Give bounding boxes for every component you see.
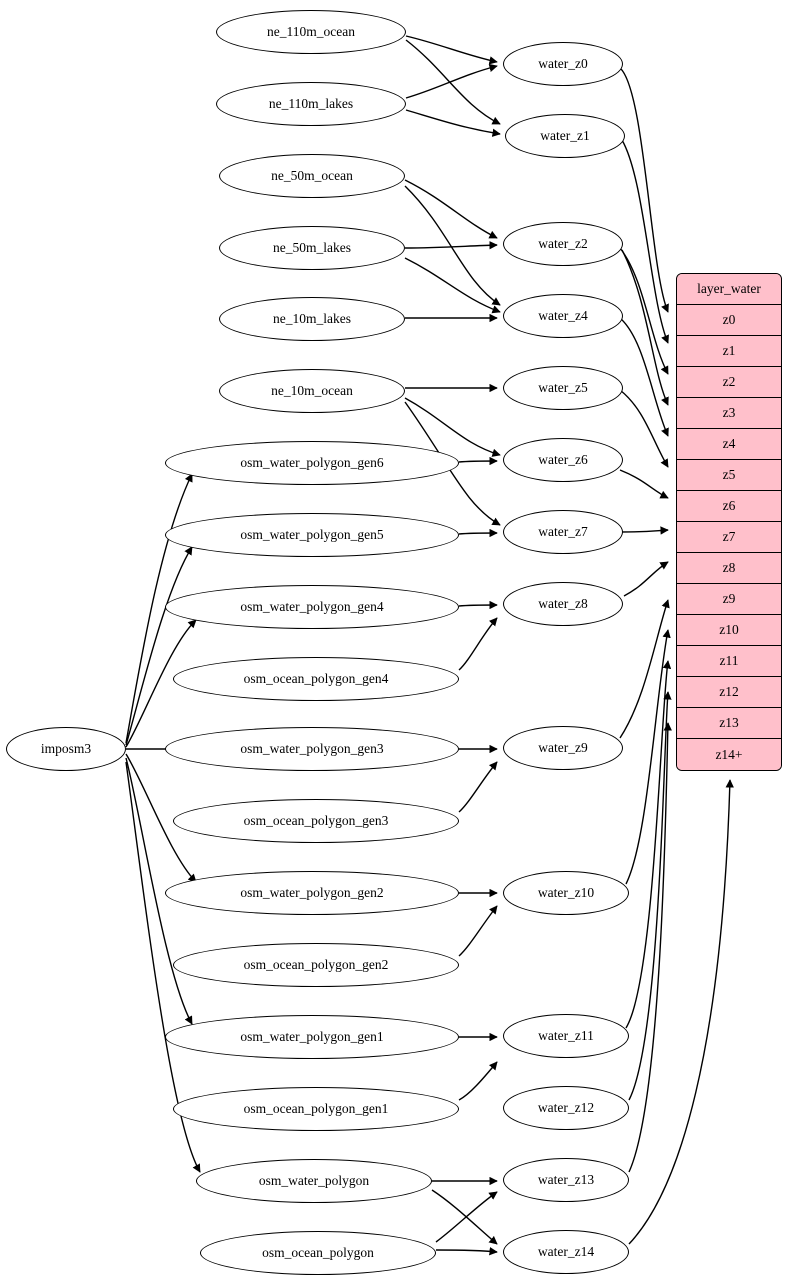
node-label: water_z1: [540, 128, 590, 143]
node-label: water_z4: [538, 308, 588, 323]
node-water-z1[interactable]: [505, 114, 625, 158]
layer-water-row-z9[interactable]: z9: [677, 584, 781, 615]
node-water-z12[interactable]: [503, 1086, 629, 1130]
node-label: water_z14: [537, 1244, 595, 1259]
node-ne-50m-ocean[interactable]: [219, 154, 405, 198]
layer-water-row-z12[interactable]: z12: [677, 677, 781, 708]
node-osm-water-polygon-gen4[interactable]: [165, 585, 459, 629]
node-label: ne_10m_ocean: [271, 383, 353, 398]
node-osm-ocean-polygon-gen2[interactable]: [173, 943, 459, 987]
layer-water-row-z2[interactable]: z2: [677, 367, 781, 398]
node-water-z7[interactable]: [503, 510, 623, 554]
node-label: osm_ocean_polygon: [262, 1245, 374, 1260]
layer-water-row-z7[interactable]: z7: [677, 522, 781, 553]
node-water-z14[interactable]: [503, 1230, 629, 1274]
node-water-z5[interactable]: [503, 366, 623, 410]
node-water-z8[interactable]: [503, 582, 623, 626]
node-label: water_z0: [538, 56, 588, 71]
node-label: ne_50m_lakes: [273, 240, 351, 255]
node-label: ne_110m_ocean: [267, 24, 355, 39]
node-label: ne_50m_ocean: [271, 168, 353, 183]
node-osm-water-polygon-gen3[interactable]: [165, 727, 459, 771]
node-label: ne_110m_lakes: [268, 96, 354, 111]
node-ne-10m-ocean[interactable]: [219, 369, 405, 413]
node-water-z9[interactable]: [503, 726, 623, 770]
layer-water-row-z4[interactable]: z4: [677, 429, 781, 460]
layer-water-row-z14plus[interactable]: z14+: [677, 739, 781, 770]
node-osm-water-polygon[interactable]: [196, 1159, 432, 1203]
node-imposm3[interactable]: [6, 727, 126, 771]
node-label: osm_water_polygon_gen2: [240, 885, 384, 900]
layer-water-header: layer_water: [677, 274, 781, 305]
node-label: osm_water_polygon: [258, 1173, 370, 1188]
layer-water-row-z8[interactable]: z8: [677, 553, 781, 584]
layer-water-row-z5[interactable]: z5: [677, 460, 781, 491]
node-label: water_z10: [537, 885, 595, 900]
node-water-z0[interactable]: [503, 42, 623, 86]
layer-water-table[interactable]: [676, 273, 782, 771]
node-label: water_z12: [537, 1100, 595, 1115]
node-label: osm_water_polygon_gen1: [240, 1029, 384, 1044]
layer-water-row-z1[interactable]: z1: [677, 336, 781, 367]
node-label: water_z5: [538, 380, 588, 395]
node-water-z11[interactable]: [503, 1014, 629, 1058]
node-label: osm_water_polygon_gen6: [240, 455, 384, 470]
node-osm-ocean-polygon-gen4[interactable]: [173, 657, 459, 701]
node-label: water_z7: [538, 524, 588, 539]
layer-water-row-z0[interactable]: z0: [677, 305, 781, 336]
node-label: ne_10m_lakes: [273, 311, 351, 326]
node-water-z6[interactable]: [503, 438, 623, 482]
layer-water-row-z3[interactable]: z3: [677, 398, 781, 429]
node-osm-water-polygon-gen5[interactable]: [165, 513, 459, 557]
layer-water-row-z10[interactable]: z10: [677, 615, 781, 646]
layer-water-row-z13[interactable]: z13: [677, 708, 781, 739]
layer-water-row-z11[interactable]: z11: [677, 646, 781, 677]
node-ne-110m-ocean[interactable]: [216, 10, 406, 54]
node-label: osm_water_polygon_gen4: [240, 599, 384, 614]
node-osm-water-polygon-gen6[interactable]: [165, 441, 459, 485]
node-osm-ocean-polygon[interactable]: [200, 1231, 436, 1275]
node-water-z4[interactable]: [503, 294, 623, 338]
node-osm-ocean-polygon-gen1[interactable]: [173, 1087, 459, 1131]
node-label: osm_ocean_polygon_gen2: [243, 957, 389, 972]
node-label: osm_water_polygon_gen3: [240, 741, 384, 756]
node-ne-10m-lakes[interactable]: [219, 297, 405, 341]
node-label: osm_water_polygon_gen5: [240, 527, 384, 542]
node-osm-ocean-polygon-gen3[interactable]: [173, 799, 459, 843]
node-label: water_z8: [538, 596, 588, 611]
node-label: osm_ocean_polygon_gen4: [243, 671, 389, 686]
node-label: water_z9: [538, 740, 588, 755]
node-ne-50m-lakes[interactable]: [219, 226, 405, 270]
node-water-z10[interactable]: [503, 871, 629, 915]
node-label: osm_ocean_polygon_gen3: [243, 813, 389, 828]
node-label: imposm3: [40, 741, 92, 756]
node-ne-110m-lakes[interactable]: [216, 82, 406, 126]
node-osm-water-polygon-gen1[interactable]: [165, 1015, 459, 1059]
node-label: water_z2: [538, 236, 588, 251]
node-osm-water-polygon-gen2[interactable]: [165, 871, 459, 915]
node-label: water_z6: [538, 452, 588, 467]
layer-water-row-z6[interactable]: z6: [677, 491, 781, 522]
node-water-z13[interactable]: [503, 1158, 629, 1202]
node-label: osm_ocean_polygon_gen1: [243, 1101, 389, 1116]
node-label: water_z11: [538, 1028, 594, 1043]
node-water-z2[interactable]: [503, 222, 623, 266]
node-label: water_z13: [537, 1172, 595, 1187]
